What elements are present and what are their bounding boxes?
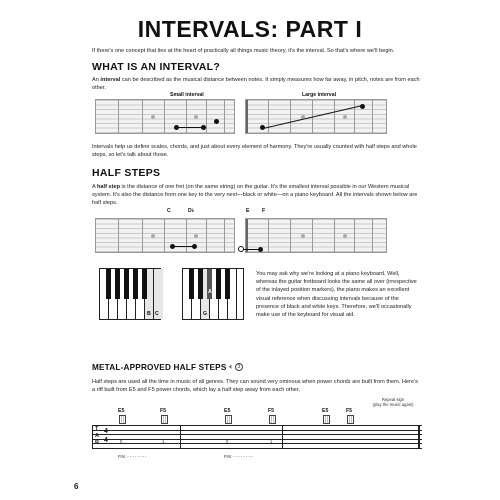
page-title: INTERVALS: PART I xyxy=(137,16,363,42)
note-dot xyxy=(174,125,179,130)
palm-mute-marking: P.M. - - - - - - - - xyxy=(118,454,147,459)
key-label-c: C xyxy=(155,311,159,317)
chord-e5: E5 xyxy=(224,408,231,414)
tab-number: 1 xyxy=(162,439,165,444)
tab-number: 1 xyxy=(270,439,273,444)
time-sig-top: 4 xyxy=(104,428,108,435)
chord-grid xyxy=(347,415,354,424)
section-heading-metal-half-steps: METAL-APPROVED HALF STEPS xyxy=(92,363,227,372)
metal-paragraph: Half steps are used all the time in music of all genres. They can sound very ominous when power chords are built from them. Here's a riff built from E5 and F5 power chords, which lay a half step away from each other. xyxy=(92,379,418,394)
term-half-step: half step xyxy=(96,184,120,190)
term-interval: interval xyxy=(100,77,121,83)
section-heading-what-is-interval: WHAT IS AN INTERVAL? xyxy=(92,61,221,73)
large-interval-label: Large interval xyxy=(302,92,337,98)
intro-paragraph: If there's one concept that lies at the heart of practically all things music theory, it's the interval. So that's where we'll begin. xyxy=(92,48,395,54)
note-dot-db xyxy=(192,244,197,249)
chord-f5: F5 xyxy=(268,408,275,414)
tab-letter-b: B xyxy=(95,439,99,446)
tab-letter-a: A xyxy=(95,432,99,439)
fretboard-half-step-e-f xyxy=(245,218,387,253)
key-label-b: B xyxy=(147,311,151,317)
note-dot xyxy=(260,125,265,130)
intervals-help-paragraph: Intervals help us define scales, chords, and just about every element of harmony. They're usually counted with half steps and whole steps, so let's talk about those. xyxy=(92,144,417,159)
chord-grid xyxy=(323,415,330,424)
note-dot-c xyxy=(170,244,175,249)
small-interval-label: Small interval xyxy=(170,92,204,98)
note-dot xyxy=(214,119,219,124)
chord-e5: E5 xyxy=(322,408,329,414)
repeat-sign-note: Repeat sign (play the music again) xyxy=(372,397,414,407)
time-sig-bottom: 4 xyxy=(104,437,108,444)
chord-grid xyxy=(161,415,168,424)
note-dot xyxy=(201,125,206,130)
tab-number: 0 xyxy=(226,439,229,444)
audio-track-badge[interactable] xyxy=(229,362,243,372)
key-label-g: G xyxy=(203,311,208,317)
note-label-e: E xyxy=(246,208,250,214)
fretboard-small-interval xyxy=(95,99,235,134)
interval-definition xyxy=(92,76,420,92)
chord-grid xyxy=(225,415,232,424)
text-prefix: An xyxy=(92,77,101,83)
text-prefix: A xyxy=(92,184,97,190)
page-number: 6 xyxy=(74,482,79,491)
note-label-c: C xyxy=(167,208,171,214)
piano-explanation: You may ask why we're looking at a piano keyboard. Well, whereas the guitar fretboard looks the same all over (irrespective of the inlayed position markers), the piano makes an excellent visual reference when discussing intervals because of the presence of black and white keys. Therefore, we'll occasionally make use of the keyboard for visual aid. xyxy=(256,271,417,319)
chord-f5: F5 xyxy=(346,408,353,414)
palm-mute-marking: P.M. - - - - - - - - xyxy=(224,454,253,459)
speaker-icon: 🔈︎ xyxy=(229,362,234,371)
chord-grid xyxy=(269,415,276,424)
tab-number: 0 xyxy=(120,439,123,444)
open-string-marker xyxy=(238,246,244,252)
tab-letter-t: T xyxy=(95,426,99,432)
note-dot-f xyxy=(258,247,263,252)
section-heading-half-steps: HALF STEPS xyxy=(92,167,161,179)
half-step-definition xyxy=(92,183,422,208)
chord-f5: F5 xyxy=(160,408,167,414)
tab-staff xyxy=(92,425,422,449)
note-dot xyxy=(360,104,365,109)
piano-keyboard-b-c xyxy=(99,268,161,320)
chord-grid xyxy=(119,415,126,424)
note-label-db: D♭ xyxy=(188,208,195,214)
fretboard-half-step-c-db xyxy=(95,218,235,253)
text-rest: can be described as the musical distance between notes. It simply measures how far away, in pitch, notes are from each other. xyxy=(92,77,420,92)
note-label-f: F xyxy=(262,208,266,214)
track-number: 3 xyxy=(235,363,243,371)
chord-e5: E5 xyxy=(118,408,125,414)
piano-keyboard-g-ab xyxy=(182,268,244,320)
fretboard-large-interval xyxy=(245,99,387,134)
key-label-ab: A♭ xyxy=(208,289,215,295)
text-rest: is the distance of one fret (on the same string) on the guitar. It's the smallest interval possible in our Western musical system. It's also the distance from one key to the very next—black or white—on a piano keyboard. All the intervals shown below are half steps. xyxy=(92,184,418,207)
